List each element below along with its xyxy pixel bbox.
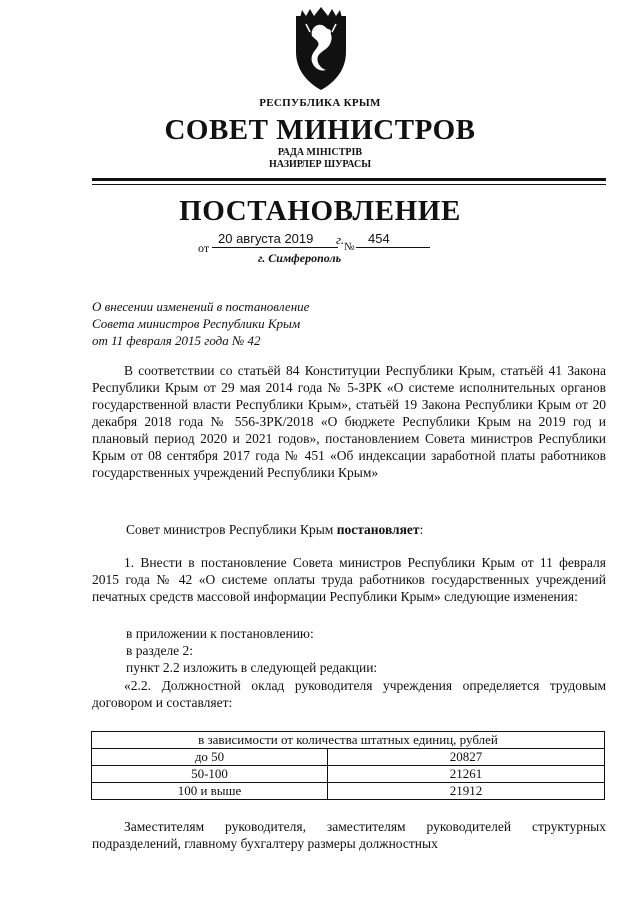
decides-suffix: : xyxy=(419,522,424,537)
preamble-paragraph xyxy=(92,362,606,481)
point-line: пункт 2.2 изложить в следующей редакции: xyxy=(126,660,378,675)
salary-amount-cell: 21261 xyxy=(328,766,605,783)
deputies-text: Заместителям руководителя, заместителям руководителей структурных подразделений, главному бухгалтеру размеры должностных xyxy=(92,819,606,851)
clause-1-text: 1. Внести в постановление Совета министров Республики Крым от 11 февраля 2015 года № 42 «О системе оплаты труда работников государственных учреждений печатных средств массовой информации Республики Крым» следующие изменения: xyxy=(92,555,606,604)
number-label: № xyxy=(344,241,355,253)
decree-number: 454 xyxy=(368,231,390,246)
document-type-title: ПОСТАНОВЛЕНИЕ xyxy=(179,195,461,227)
preamble-text: В соответствии со статьёй 84 Конституции Республики Крым, статьёй 41 Закона Республики Крым от 29 мая 2014 года № 5-ЗРК «О системе исполнительных органов государственной власти Республики Крым», статьёй 19 Закона Республики Крым от 20 декабря 2018 года № 556-ЗРК/2018 «О бюджете Республики Крым на 2019 год и плановый период 2020 и 2021 годов», постановлением Совета министров Республики Крым от 08 сентября 2017 года № 451 «Об индексации заработной платы работников государственных учреждений Республики Крым» xyxy=(92,363,606,480)
salary-table xyxy=(91,731,605,800)
section-line: в разделе 2: xyxy=(126,643,194,658)
date-underline xyxy=(212,247,338,248)
staff-range-cell: 100 и выше xyxy=(92,783,328,800)
crimea-coat-of-arms-icon xyxy=(292,6,350,92)
table-header-row xyxy=(92,732,605,749)
decides-keyword: постановляет xyxy=(336,522,420,537)
council-name: СОВЕТ МИНИСТРОВ xyxy=(164,114,476,146)
staff-range-cell: до 50 xyxy=(92,749,328,766)
decides-prefix: Совет министров Республики Крым xyxy=(126,522,337,537)
year-suffix: г. xyxy=(336,232,345,247)
table-row xyxy=(92,749,605,766)
from-label: от xyxy=(198,241,210,255)
salary-amount-cell: 20827 xyxy=(328,749,605,766)
decree-date: 20 августа 2019 xyxy=(218,231,314,246)
decree-subject xyxy=(92,298,309,349)
clause-2-2-paragraph xyxy=(92,677,606,711)
decides-line xyxy=(126,521,423,538)
republic-name: РЕСПУБЛИКА КРЫМ xyxy=(259,97,381,109)
salary-amount-cell: 21912 xyxy=(328,783,605,800)
deputies-paragraph xyxy=(92,818,606,852)
council-name-crimean-tatar: НАЗИРЛЕР ШУРАСЫ xyxy=(268,159,372,170)
subject-line: от 11 февраля 2015 года № 42 xyxy=(92,333,261,348)
table-header-cell: в зависимости от количества штатных единиц, рублей xyxy=(92,732,605,749)
table-row xyxy=(92,783,605,800)
council-name-ukrainian: РАДА МІНІСТРІВ xyxy=(277,147,363,158)
subject-line: Совета министров Республики Крым xyxy=(92,316,301,331)
header-rule-thin xyxy=(92,184,606,185)
number-underline xyxy=(356,247,430,248)
table-row xyxy=(92,766,605,783)
clause-2-2-text: «2.2. Должностной оклад руководителя учреждения определяется трудовым договором и составляет: xyxy=(92,678,606,710)
clause-1-paragraph xyxy=(92,554,606,605)
subject-line: О внесении изменений в постановление xyxy=(92,299,310,314)
header-rule-thick xyxy=(92,178,606,181)
staff-range-cell: 50-100 xyxy=(92,766,328,783)
appendix-line: в приложении к постановлению: xyxy=(126,626,314,641)
decree-city: г. Симферополь xyxy=(258,251,342,265)
